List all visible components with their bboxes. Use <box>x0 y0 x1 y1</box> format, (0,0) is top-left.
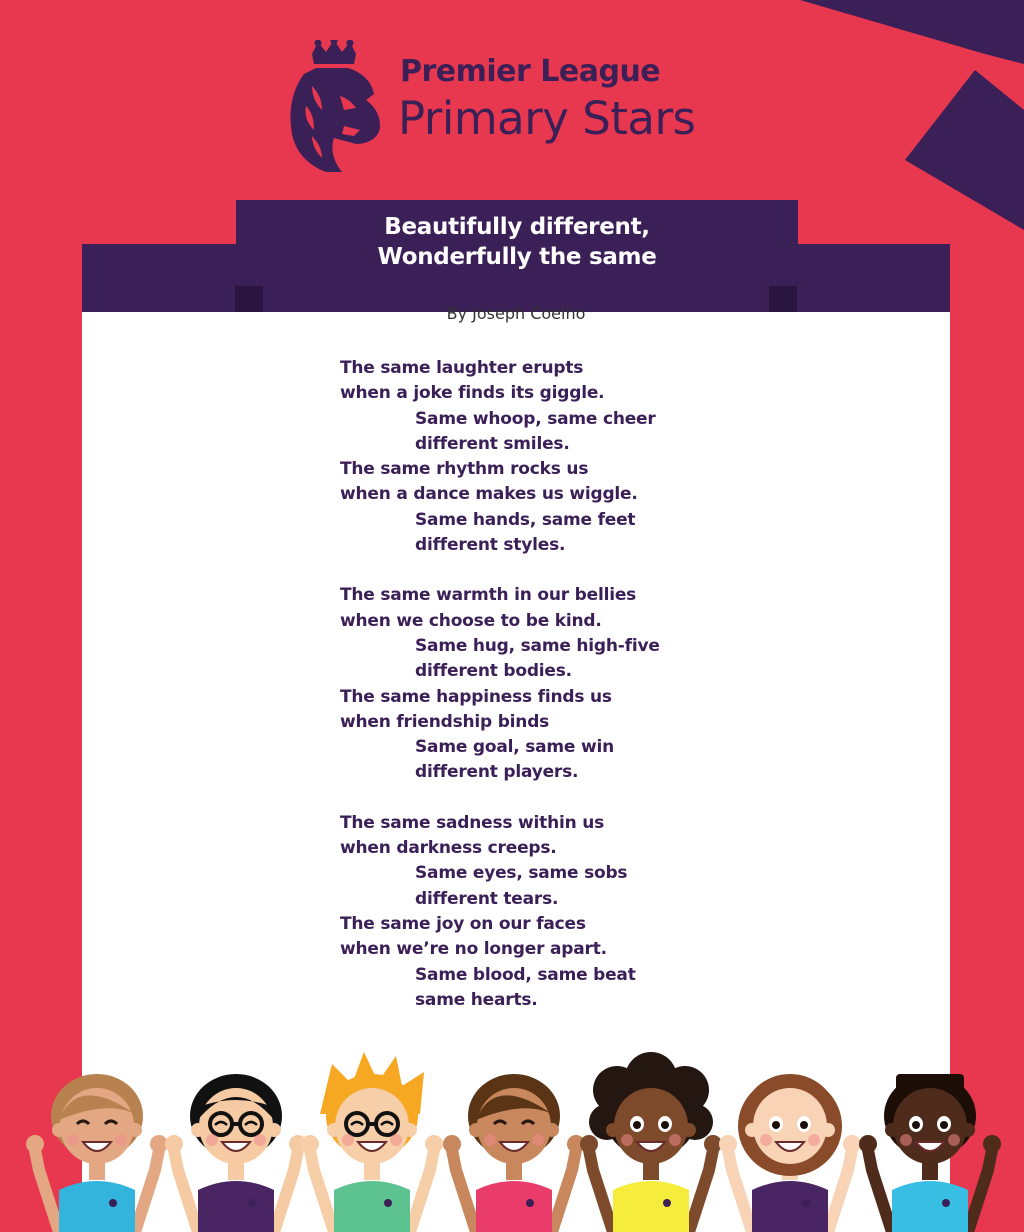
cheek-left <box>67 1134 79 1146</box>
poem-line: different bodies. <box>415 661 572 682</box>
poem-title <box>236 200 798 286</box>
pupil-left <box>633 1121 641 1129</box>
cheek-left <box>900 1134 912 1146</box>
shirt-badge <box>109 1199 117 1207</box>
shirt-badge <box>663 1199 671 1207</box>
poem-line: different tears. <box>415 888 559 909</box>
child-2 <box>165 1074 307 1232</box>
hand-right <box>843 1135 861 1153</box>
shirt <box>334 1181 410 1232</box>
stanza-2 <box>340 583 820 785</box>
hand-left <box>719 1135 737 1153</box>
hand-left <box>443 1135 461 1153</box>
child-4 <box>443 1074 585 1232</box>
child-3 <box>301 1052 443 1232</box>
cheek-left <box>342 1134 354 1146</box>
hand-left <box>26 1135 44 1153</box>
hand-left <box>859 1135 877 1153</box>
poem-line: when friendship binds <box>340 711 550 732</box>
cheek-right <box>669 1134 681 1146</box>
poem-line: Same goal, same win <box>415 737 614 758</box>
cheek-left <box>621 1134 633 1146</box>
ear-left <box>885 1123 899 1137</box>
ribbon-top <box>800 0 1024 64</box>
poem-line: same hearts. <box>415 989 538 1010</box>
cheek-left <box>206 1134 218 1146</box>
face <box>614 1088 688 1164</box>
pupil-left <box>912 1121 920 1129</box>
arm-left <box>868 1150 892 1232</box>
ear-left <box>606 1123 620 1137</box>
poem-line: Same eyes, same sobs <box>415 863 628 884</box>
pupil-right <box>940 1121 948 1129</box>
poem-line: Same hands, same feet <box>415 509 636 530</box>
poem-line: The same joy on our faces <box>340 913 586 934</box>
arm-right <box>689 1150 713 1232</box>
cheek-right <box>390 1134 402 1146</box>
arm-right <box>274 1150 298 1232</box>
shirt <box>613 1181 689 1232</box>
poem-line: The same happiness finds us <box>340 686 612 707</box>
arm-right <box>135 1150 159 1232</box>
poem-author: By Joseph Coelho <box>446 304 586 323</box>
shirt <box>476 1181 552 1232</box>
ear-left <box>469 1123 483 1137</box>
child-5 <box>580 1052 722 1232</box>
poem-line: when a joke finds its giggle. <box>340 383 605 404</box>
brand-line-1: Premier League <box>400 54 661 89</box>
shirt-badge <box>248 1199 256 1207</box>
shirt-badge <box>942 1199 950 1207</box>
hand-left <box>580 1135 598 1153</box>
ear-right <box>682 1123 696 1137</box>
pupil-right <box>661 1121 669 1129</box>
shirt-badge <box>526 1199 534 1207</box>
arm-right <box>410 1150 434 1232</box>
cheek-right <box>115 1134 127 1146</box>
poem-line: when darkness creeps. <box>340 838 557 859</box>
ear-right <box>128 1123 142 1137</box>
stanza-3 <box>340 811 820 1013</box>
child-1 <box>26 1074 168 1232</box>
poem-line: The same sadness within us <box>340 812 605 833</box>
poem-line: different smiles. <box>415 433 570 454</box>
ear-right <box>821 1123 835 1137</box>
ribbon-lower <box>905 70 1024 230</box>
arm-left <box>35 1150 59 1232</box>
shirt-badge <box>802 1199 810 1207</box>
cheering-children-illustration <box>0 1040 1024 1232</box>
arm-right <box>552 1150 576 1232</box>
poem-line: when we choose to be kind. <box>340 610 602 631</box>
child-7 <box>859 1074 1001 1232</box>
face <box>753 1088 827 1164</box>
ear-right <box>545 1123 559 1137</box>
cheek-right <box>532 1134 544 1146</box>
shirt <box>59 1181 135 1232</box>
cheek-left <box>760 1134 772 1146</box>
arm-right <box>968 1150 992 1232</box>
cheek-right <box>808 1134 820 1146</box>
arm-left <box>589 1150 613 1232</box>
ear-right <box>961 1123 975 1137</box>
title-line-2: Wonderfully the same <box>377 244 657 270</box>
poem-line: different styles. <box>415 535 566 556</box>
arm-left <box>174 1150 198 1232</box>
shirt <box>198 1181 274 1232</box>
cheek-right <box>254 1134 266 1146</box>
shirt <box>892 1181 968 1232</box>
ear-right <box>403 1123 417 1137</box>
poem-line: when we’re no longer apart. <box>340 939 607 960</box>
brand-logo <box>282 40 752 175</box>
poem-body <box>340 356 820 1038</box>
lion-crown-icon <box>282 40 392 175</box>
pupil-right <box>800 1121 808 1129</box>
cheek-left <box>484 1134 496 1146</box>
poem-line: The same warmth in our bellies <box>340 585 637 606</box>
ear-left <box>191 1123 205 1137</box>
arm-right <box>828 1150 852 1232</box>
ear-right <box>267 1123 281 1137</box>
title-line-1: Beautifully different, <box>384 214 650 240</box>
cheek-right <box>948 1134 960 1146</box>
poem-line: Same hug, same high-five <box>415 635 660 656</box>
stanza-1 <box>340 356 820 558</box>
child-6 <box>719 1074 861 1232</box>
hand-left <box>301 1135 319 1153</box>
face <box>893 1088 967 1164</box>
poem-line: when a dance makes us wiggle. <box>340 484 638 505</box>
pupil-left <box>772 1121 780 1129</box>
poem-line: The same laughter erupts <box>340 358 584 378</box>
shirt-badge <box>384 1199 392 1207</box>
ear-left <box>327 1123 341 1137</box>
shirt <box>752 1181 828 1232</box>
hand-right <box>983 1135 1001 1153</box>
arm-left <box>728 1150 752 1232</box>
hand-left <box>165 1135 183 1153</box>
poem-line: Same whoop, same cheer <box>415 408 656 429</box>
poem-line: different players. <box>415 762 579 783</box>
ear-left <box>745 1123 759 1137</box>
hand-right <box>425 1135 443 1153</box>
arm-left <box>452 1150 476 1232</box>
arm-left <box>310 1150 334 1232</box>
ear-left <box>52 1123 66 1137</box>
poem-line: The same rhythm rocks us <box>340 459 589 480</box>
brand-line-2: Primary Stars <box>398 92 696 145</box>
poem-line: Same blood, same beat <box>415 964 636 985</box>
